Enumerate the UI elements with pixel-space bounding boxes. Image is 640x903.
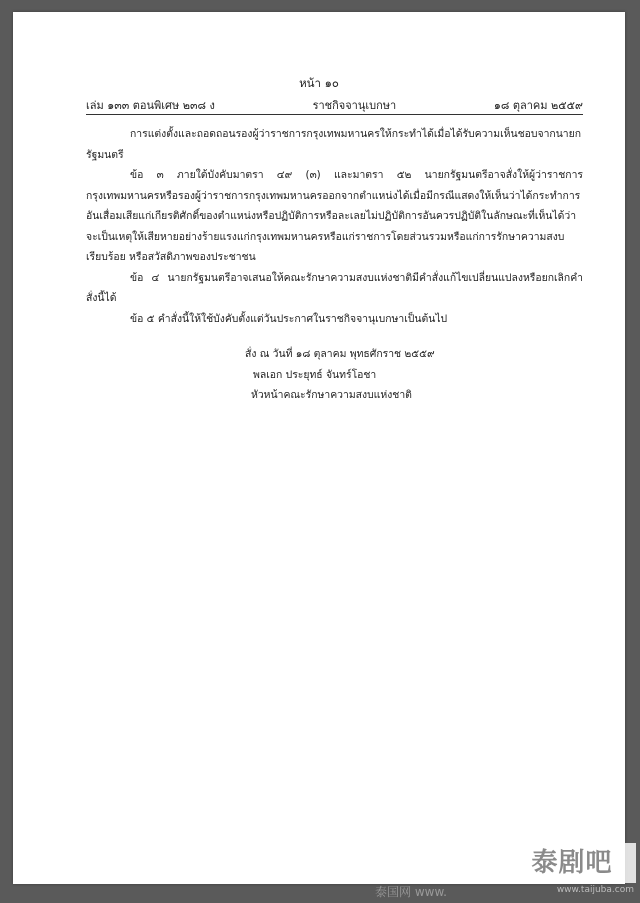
paragraph: ข้อ ๓ ภายใต้บังคับมาตรา ๔๙ (๓) และมาตรา ๕๒ นายกรัฐมนตรีอาจสั่งให้ผู้ว่าราชการกรุงเทพมหานครหรือรองผู้ว่าราชการกรุงเทพมหานครออกจากตำแหน่งได้เมื่อมีกรณีแสดงให้เห็นว่าได้กระทำการอันเสื่อมเสียแก่เกียรติศักดิ์ของตำแหน่งหรือปฏิบัติการหรือละเลยไม่ปฏิบัติการอันควรปฏิบัติในลักษณะที่เห็นได้ว่าจะเป็นเหตุให้เสียหายอย่างร้ายแรงแก่กรุงเทพมหานครหรือแก่ราชการโดยส่วนรวมหรือแก่การรักษาความสงบเรียบร้อย หรือสวัสดิภาพของประชาชน <box>86 169 583 263</box>
watermark-logo: 泰剧吧 <box>508 843 636 883</box>
signatory-name: พลเอก ประยุทธ์ จันทร์โอชา <box>253 368 377 381</box>
signatory-title: หัวหน้าคณะรักษาความสงบแห่งชาติ <box>251 389 412 401</box>
paragraph: การแต่งตั้งและถอดถอนรองผู้ว่าราชการกรุงเทพมหานครให้กระทำได้เมื่อได้รับความเห็นชอบจากนายกรัฐมนตรี <box>86 128 582 161</box>
signature-date: สั่ง ณ วันที่ ๑๘ ตุลาคม พุทธศักราช ๒๕๕๙ <box>245 348 435 360</box>
header-divider <box>86 114 583 115</box>
watermark-text: 泰国网 www. <box>375 885 447 899</box>
gazette-header <box>86 96 583 114</box>
gazette-date: ๑๘ ตุลาคม ๒๕๕๙ <box>493 99 583 112</box>
signature-block <box>245 344 545 406</box>
paragraph: ข้อ ๔ นายกรัฐมนตรีอาจเสนอให้คณะรักษาความสงบแห่งชาติมีคำสั่งแก้ไขเปลี่ยนแปลงหรือยกเลิกคำสั่งนี้ได้ <box>86 271 583 304</box>
watermark <box>508 843 640 903</box>
document-page <box>13 12 625 884</box>
gazette-volume: เล่ม ๑๓๓ ตอนพิเศษ ๒๓๘ ง <box>86 99 215 112</box>
document-body <box>86 124 583 329</box>
gazette-publication: ราชกิจจานุเบกษา <box>312 99 397 112</box>
page-number: หน้า ๑๐ <box>299 76 339 90</box>
watermark-url: www.taijuba.com <box>556 885 634 895</box>
paragraph: ข้อ ๕ คำสั่งนี้ให้ใช้บังคับตั้งแต่วันประกาศในราชกิจจานุเบกษาเป็นต้นไป <box>130 312 448 325</box>
